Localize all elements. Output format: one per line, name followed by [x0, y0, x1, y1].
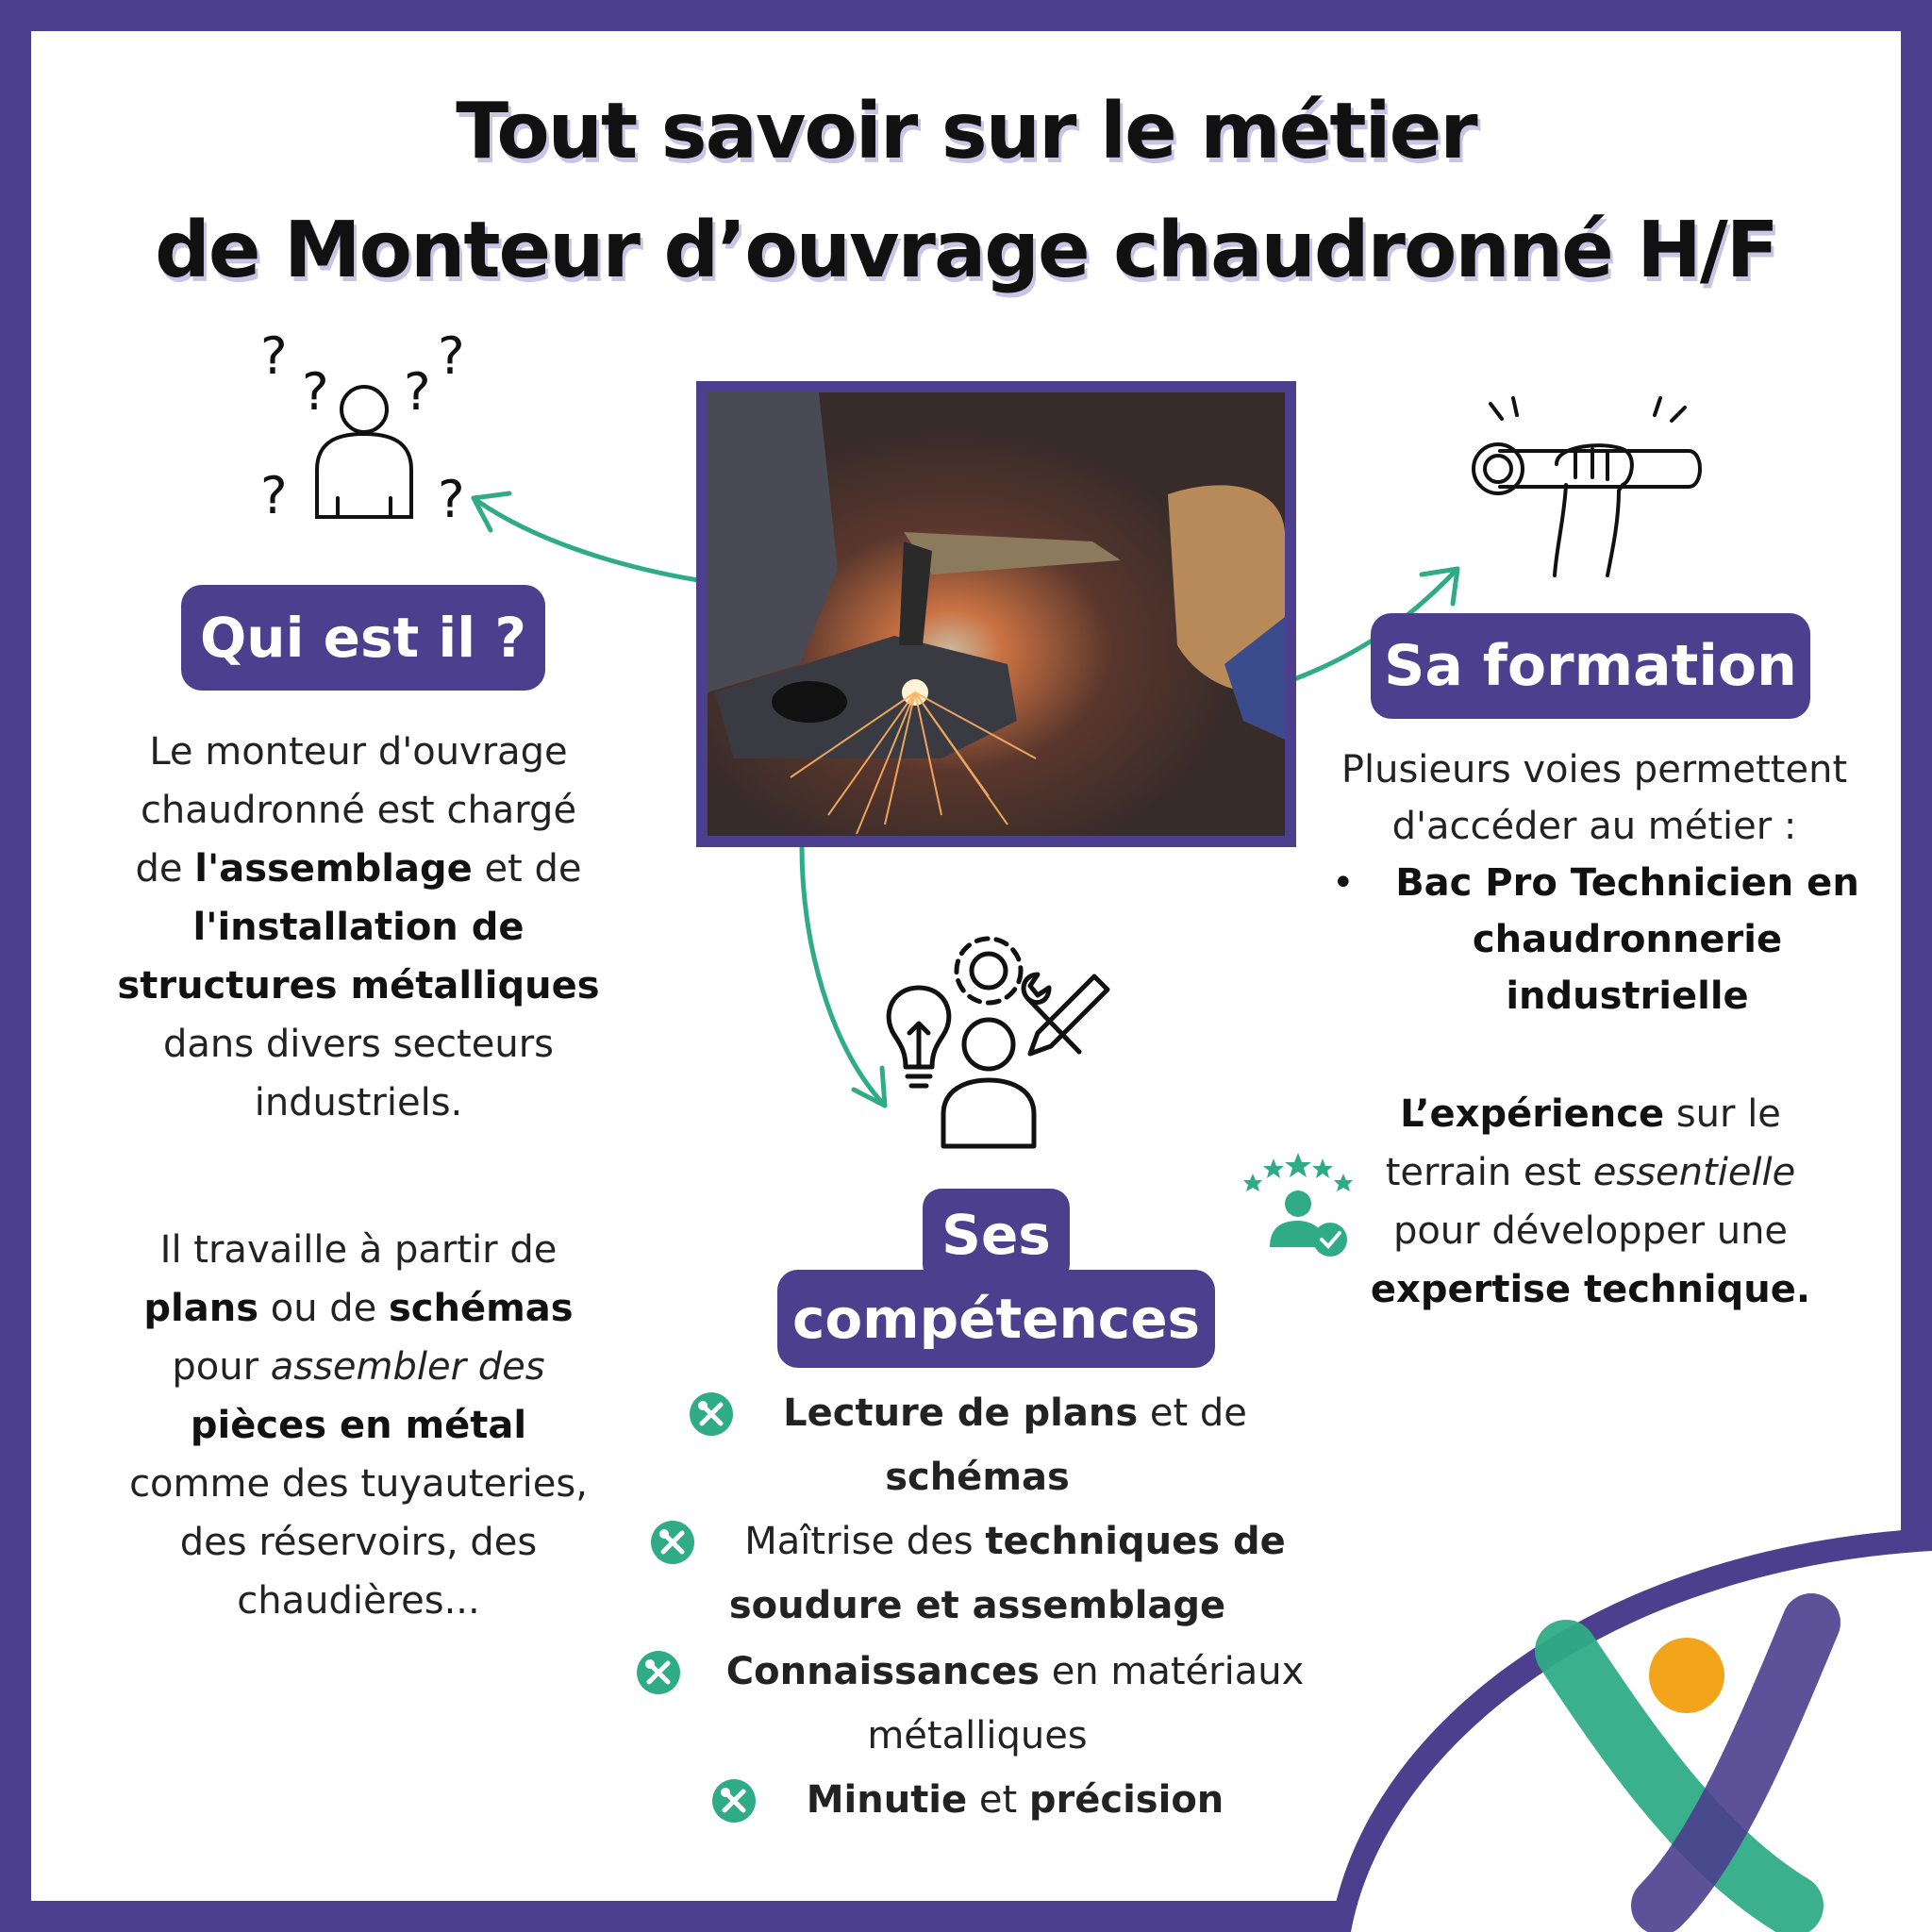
arrow-to-qui: [474, 498, 698, 580]
welding-photo: [696, 381, 1296, 847]
formation-experience: L’expérience sur le terrain est essentielle pour développer une expertise technique.: [1370, 1092, 1811, 1311]
skill-item-2: Maîtrise des techniques de soudure et assemblage: [728, 1520, 1286, 1627]
svg-text:?: ?: [438, 470, 465, 529]
svg-text:?: ?: [260, 466, 288, 525]
skill-item-3: Connaissances en matériaux métalliques: [725, 1650, 1305, 1757]
diploma-scroll-icon: [1453, 387, 1717, 594]
formation-bullet: Bac Pro Technicien en chaudronnerie industrielle: [1395, 861, 1859, 1018]
qui-paragraph-2: Il travaille à partir de plans ou de schémas pour assembler des pièces en métal comme des tuyauteries, des réservoirs, des chaudières...: [129, 1228, 588, 1623]
formation-bullet-mark: •: [1332, 861, 1355, 905]
svg-text:?: ?: [260, 328, 288, 386]
person-question-icon: [253, 328, 479, 545]
competences-heading-bottom: compétences: [777, 1270, 1215, 1368]
title-line-1: Tout savoir sur le métier: [456, 87, 1476, 176]
skill-item-4: Minutie et précision: [806, 1778, 1224, 1822]
brand-logo: [1302, 1491, 1932, 1932]
formation-intro: Plusieurs voies permettent d'accéder au métier :: [1341, 748, 1848, 848]
skills-person-icon: [877, 929, 1113, 1156]
qui-heading: Qui est il ?: [181, 585, 545, 691]
svg-text:?: ?: [404, 362, 431, 422]
skill-item-1: Lecture de plans et de schémas: [783, 1391, 1247, 1499]
title-line-2: de Monteur d’ouvrage chaudronné H/F: [155, 206, 1777, 295]
formation-heading: Sa formation: [1371, 613, 1810, 719]
competences-heading-top: Ses: [923, 1189, 1070, 1283]
svg-text:?: ?: [438, 328, 465, 386]
qui-paragraph-1: Le monteur d'ouvrage chaudronné est chargé de l'assemblage et de l'installation de structures métalliques dans divers secteurs industriels.: [117, 730, 600, 1124]
svg-text:?: ?: [302, 362, 329, 422]
arrow-to-competences: [802, 847, 885, 1106]
